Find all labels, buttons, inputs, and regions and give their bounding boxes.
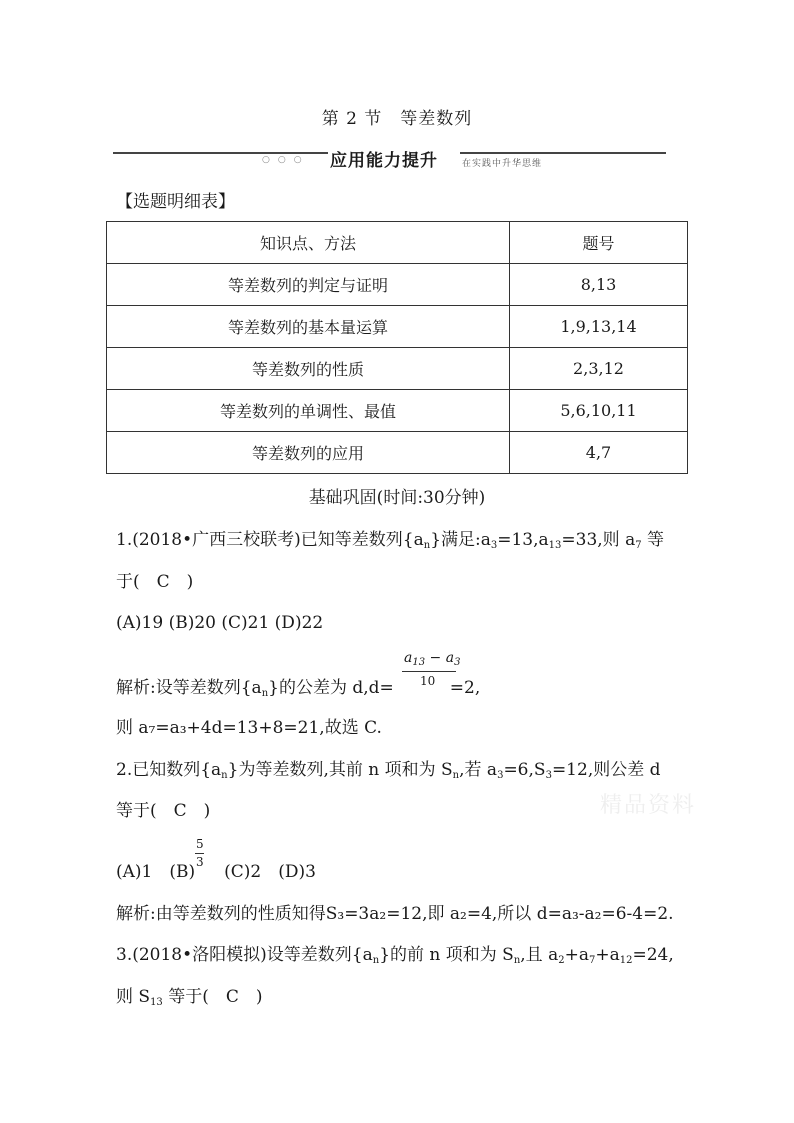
q2-fraction-denominator: 3	[196, 855, 204, 869]
q1-solution-line2: 则 a₇=a₃+4d=13+8=21,故选 C.	[116, 718, 382, 738]
q1-solution-line1: 解析:设等差数列$\{a_n\}$的公差为 d,d= =2,	[116, 678, 481, 699]
q1-fraction-bar	[402, 671, 456, 672]
table-row	[107, 432, 688, 474]
table-cell: 等差数列的判定与证明	[107, 264, 510, 306]
q1-options: (A)19 (B)20 (C)21 (D)22	[116, 613, 324, 633]
table-row	[107, 348, 688, 390]
table-cell: 2,3,12	[510, 348, 688, 390]
page-title: 第 2 节 等差数列	[321, 109, 473, 129]
q2-stem-line1: 2.已知数列$\{a_n\}$为等差数列,其前 n 项和为 $S_n$,若 $a_3=6,S_3=12$,则公差 d	[116, 760, 661, 781]
selection-table	[106, 221, 688, 474]
table-cell: 等差数列的单调性、最值	[107, 390, 510, 432]
q2-options: (A)1 (B) (C)2 (D)3	[116, 862, 316, 882]
table-row	[107, 264, 688, 306]
banner-line-left	[113, 152, 328, 154]
table-cell: 等差数列的应用	[107, 432, 510, 474]
q3-stem-line2: 则 $S_{13}$ 等于( C )	[116, 987, 263, 1008]
table-cell: 4,7	[510, 432, 688, 474]
table-cell: 等差数列的性质	[107, 348, 510, 390]
q2-solution: 解析:由等差数列的性质知得S₃=3a₂=12,即 a₂=4,所以 d=a₃-a₂=6-4=2.	[116, 904, 674, 924]
banner-subtitle: 在实践中升华思维	[462, 159, 543, 169]
table-row	[107, 390, 688, 432]
q2-stem-line2: 等于( C )	[116, 801, 211, 821]
q2-fraction-bar	[195, 853, 204, 854]
selection-heading: 【选题明细表】	[116, 192, 235, 212]
table-cell: 8,13	[510, 264, 688, 306]
q1-fraction-numerator: $a_{13} - a_3$	[404, 650, 461, 668]
q2-fraction-numerator: 5	[196, 837, 204, 851]
table-cell: 5,6,10,11	[510, 390, 688, 432]
column-header-number: 题号	[510, 222, 688, 264]
table-cell: 等差数列的基本量运算	[107, 306, 510, 348]
banner-title: 应用能力提升	[330, 151, 438, 171]
column-header-topic: 知识点、方法	[107, 222, 510, 264]
q1-stem-line2: 于( C )	[116, 572, 194, 592]
section-heading: 基础巩固(时间:30分钟)	[308, 488, 486, 508]
table-cell: 1,9,13,14	[510, 306, 688, 348]
table-row	[107, 306, 688, 348]
watermark: 精品资料	[600, 793, 697, 818]
q1-stem-line1: 1.(2018•广西三校联考)已知等差数列$\{a_n\}$满足$:a_3=13,a_{13}=33$,则 $a_7$ 等	[116, 530, 665, 551]
q3-stem-line1: 3.(2018•洛阳模拟)设等差数列$\{a_n\}$的前 n 项和为 $S_n$,且 $a_2+a_7+a_{12}=24$,	[116, 945, 674, 966]
table-header-row	[107, 222, 688, 264]
banner-dots: ○○○	[262, 155, 310, 165]
banner-line-right	[460, 152, 666, 154]
q1-fraction-denominator: 10	[420, 674, 436, 688]
